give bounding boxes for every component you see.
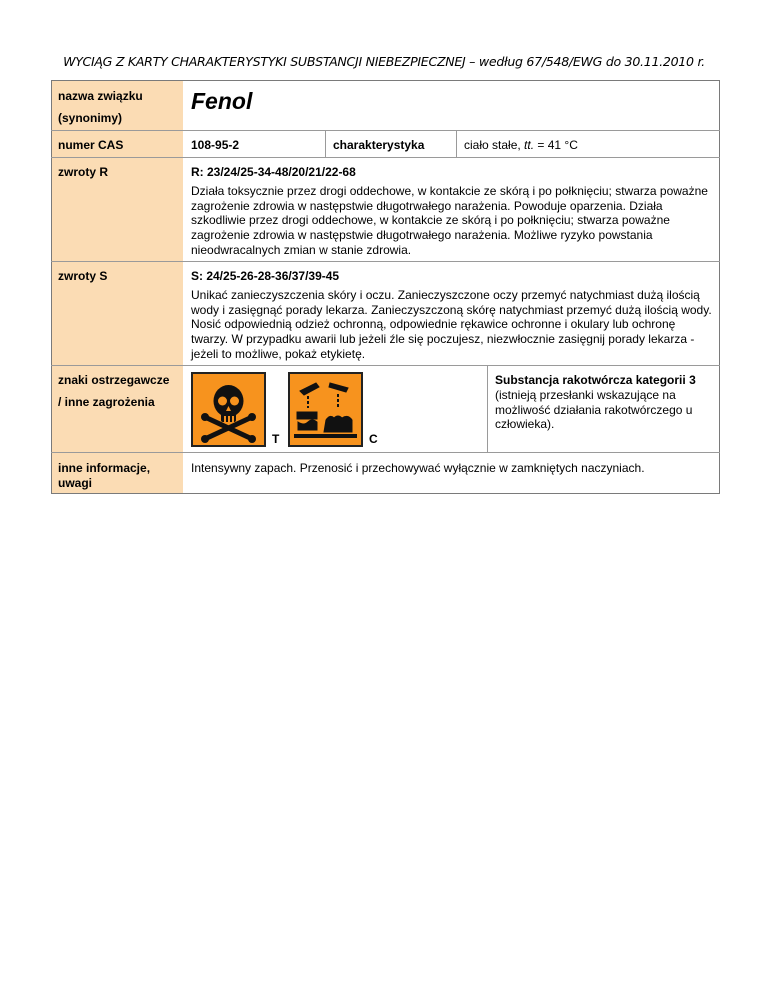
- s-phrases-code: S: 24/25-26-28-36/37/39-45: [191, 269, 340, 283]
- cell-divider: [456, 130, 457, 157]
- cell-divider: [325, 130, 326, 157]
- corrosive-pictogram: [288, 372, 363, 447]
- corrosive-symbol: C: [369, 432, 378, 446]
- row-divider: [51, 130, 720, 131]
- row-divider: [51, 261, 720, 262]
- synonyms-label: (synonimy): [58, 111, 123, 125]
- row-divider: [51, 365, 720, 366]
- row-divider: [51, 157, 720, 158]
- characteristics-value: ciało stałe, tt. = 41 °C: [464, 138, 578, 152]
- s-phrases-text: Unikać zanieczyszczenia skóry i oczu. Zanieczyszczone oczy przemyć natychmiast dużą ilością wody i zasięgnąć porady lekarza. Zanieczyszczoną skórę natychmiast przemyć dużą ilością wody. Nosić odpowiednią odzież ochronną, odpowiednie rękawice ochronne i okulary lub ochronę twarzy. W przypadku awarii lub jeżeli źle się poczujesz, niezwłocznie zasięgnij porady lekarza - jeżeli to możliwe, pokaż etykietę.: [191, 288, 712, 361]
- skull-crossbones-icon: [193, 374, 264, 445]
- hazard-label-2: / inne zagrożenia: [58, 395, 155, 409]
- row-divider: [51, 452, 720, 453]
- r-phrases-text: Działa toksycznie przez drogi oddechowe, w kontakcie ze skórą i po połknięciu; stwarza poważne zagrożenie zdrowia w następstwie długotrwałego narażenia. Powoduje oparzenia. Działa szkodliwie przez drogi oddechowe, w kontakcie ze skórą i po połknięciu; stwarza poważne zagrożenie zdrowia w następstwie długotrwałego narażenia. Możliwe ryzyko powstania nieodwracalnych zmian w stanie zdrowia.: [191, 184, 708, 257]
- corrosive-icon: [290, 374, 361, 445]
- toxic-symbol: T: [272, 432, 280, 446]
- other-info-text: Intensywny zapach. Przenosić i przechowywać wyłącznie w zamkniętych naczyniach.: [191, 461, 645, 475]
- hazard-label: znaki ostrzegawcze: [58, 373, 170, 387]
- name-label: nazwa związku: [58, 89, 143, 103]
- s-phrases-label: zwroty S: [58, 269, 108, 283]
- r-phrases-label: zwroty R: [58, 165, 109, 179]
- substance-name: Fenol: [191, 88, 253, 114]
- carcinogen-note: (istnieją przesłanki wskazujące na możliwość działania rakotwórczego u człowieka).: [495, 388, 693, 432]
- toxic-pictogram: [191, 372, 266, 447]
- r-phrases-code: R: 23/24/25-34-48/20/21/22-68: [191, 165, 356, 179]
- document-header: WYCIĄG Z KARTY CHARAKTERYSTYKI SUBSTANCJI NIEBEZPIECZNEJ – według 67/548/EWG do 30.11.2010 r.: [63, 54, 705, 69]
- cas-label: numer CAS: [58, 138, 124, 152]
- cell-divider: [487, 365, 488, 452]
- carcinogen-title: Substancja rakotwórcza kategorii 3: [495, 373, 696, 387]
- other-info-label: inne informacje, uwagi: [58, 461, 151, 490]
- characteristics-label: charakterystyka: [333, 138, 425, 152]
- cas-number: 108-95-2: [191, 138, 240, 152]
